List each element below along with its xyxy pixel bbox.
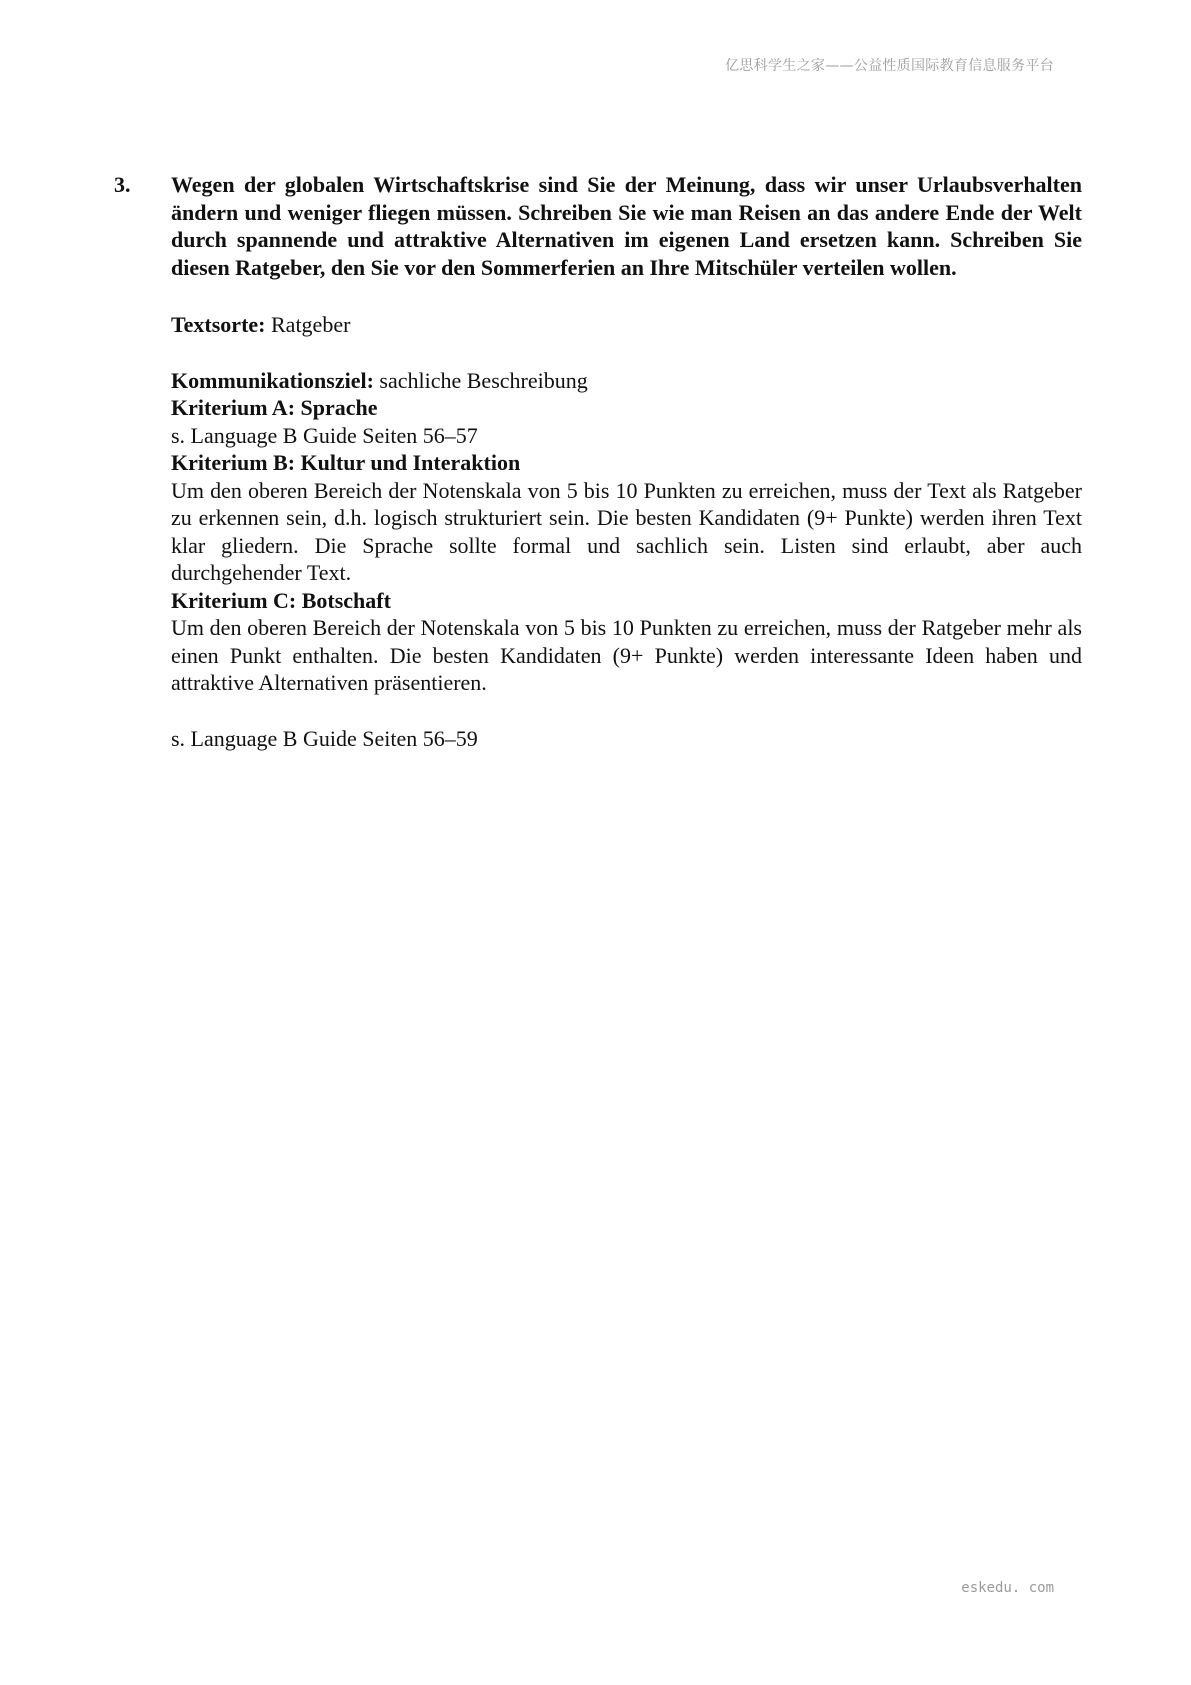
criterion-a-text: s. Language B Guide Seiten 56–57 bbox=[171, 422, 478, 448]
kommunikationsziel-label: Kommunikationsziel: bbox=[171, 367, 374, 393]
textsorte-label: Textsorte: bbox=[171, 312, 266, 337]
question-3 bbox=[114, 171, 1082, 752]
criterion-c-heading: Kriterium C: Botschaft bbox=[171, 587, 391, 613]
header-watermark: 亿思科学生之家——公益性质国际教育信息服务平台 bbox=[725, 58, 1054, 74]
kommunikationsziel-value: sachliche Beschreibung bbox=[373, 367, 588, 393]
footer-watermark: eskedu. com bbox=[961, 1580, 1054, 1596]
criterion-c-text: Um den oberen Bereich der Notenskala von 5 bis 10 Punkten zu erreichen, muss der Ratgeber mehr als einen Punkt enthalten. Die besten Kandidaten (9+ Punkte) werden interessante Ideen haben und attraktive Alternativen präsentieren. bbox=[171, 615, 1082, 695]
question-prompt: Wegen der globalen Wirtschaftskrise sind Sie der Meinung, dass wir unser Urlaubsverhalten ändern und weniger fliegen müssen. Schreiben Sie wie man Reisen an das andere Ende der Welt durch spannende und attraktive Alternativen im eigenen Land ersetzen kann. Schreiben Sie diesen Ratgeber, den Sie vor den Sommerferien an Ihre Mitschüler verteilen wollen. bbox=[171, 172, 1082, 280]
kommunikationsziel-line bbox=[171, 367, 1082, 395]
textsorte-value: Ratgeber bbox=[265, 312, 351, 337]
textsorte-line bbox=[171, 311, 1082, 339]
criterion-b-heading: Kriterium B: Kultur und Interaktion bbox=[171, 450, 521, 475]
question-body bbox=[171, 171, 1082, 752]
criterion-a-heading: Kriterium A: Sprache bbox=[171, 395, 378, 420]
guide-reference: s. Language B Guide Seiten 56–59 bbox=[171, 725, 478, 751]
question-number: 3. bbox=[114, 172, 131, 197]
criterion-b-text: Um den oberen Bereich der Notenskala von 5 bis 10 Punkten zu erreichen, muss der Text als Ratgeber zu erkennen sein, d.h. logisch strukturiert sein. Die besten Kandidaten (9+ Punkte) werden ihren Text klar gliedern. Die Sprache sollte formal und sachlich sein. Listen sind erlaubt, aber auch durchgehender Text. bbox=[171, 477, 1082, 585]
